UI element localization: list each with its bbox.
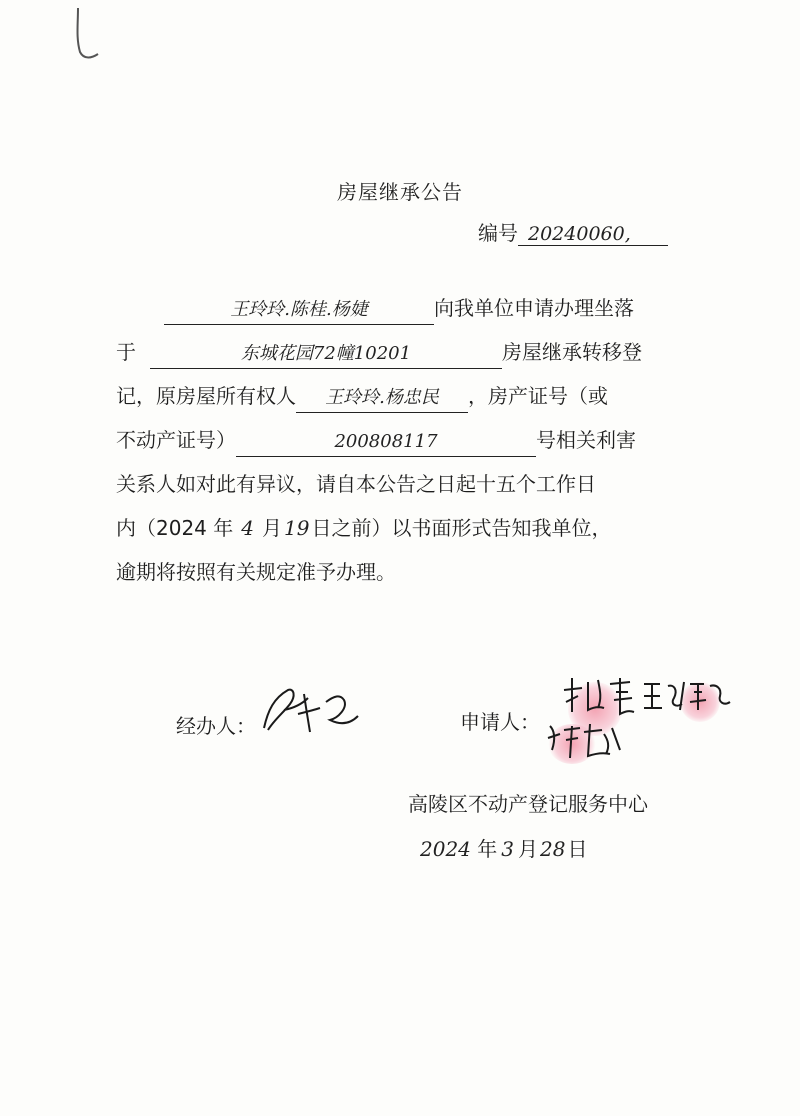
deadline-month-label: 月 — [262, 516, 282, 540]
body-text-3: 记，原房屋所有权人 — [116, 384, 296, 408]
body-text-5: 不动产证号） — [116, 428, 236, 452]
date-month-label: 月 — [518, 837, 538, 861]
date-month: 3 — [501, 837, 514, 861]
deadline-suffix: 日之前）以书面形式告知我单位， — [311, 516, 612, 540]
body-line-3 — [116, 374, 696, 418]
body-line-6 — [116, 506, 696, 550]
applicants-field — [164, 294, 434, 325]
handler-signature — [254, 680, 366, 740]
organization-name: 高陵区不动产登记服务中心 — [408, 792, 648, 816]
applicants-value: 王玲玲.陈桂.杨婕 — [230, 299, 368, 320]
location-value: 东城花园72幢10201 — [240, 343, 412, 364]
date-day: 28 — [540, 837, 566, 861]
deadline-prefix: 内（2024 年 — [116, 516, 234, 540]
handler-label: 经办人： — [176, 714, 256, 738]
signature-row — [0, 672, 800, 772]
owners-value: 王玲玲.杨忠民 — [325, 387, 439, 408]
deadline-day: 19 — [284, 516, 310, 540]
applicant-signature-wang — [640, 676, 732, 716]
body-line-7: 逾期将按照有关规定准予办理。 — [116, 560, 396, 584]
owners-field — [296, 382, 468, 413]
binding-mark — [72, 4, 112, 64]
date-year: 2024 — [420, 837, 471, 861]
date-year-label: 年 — [477, 837, 498, 861]
number-label: 编号 — [478, 221, 518, 245]
body-text-6: 号相关利害 — [536, 428, 636, 452]
applicant-label: 申请人： — [460, 710, 540, 734]
certificate-value: 200808117 — [334, 431, 438, 452]
body-text-4: ，房产证号（或 — [468, 384, 608, 408]
body-line-1 — [116, 286, 696, 330]
body-line-4 — [116, 418, 696, 462]
body-text-yu: 于 — [116, 340, 136, 364]
notice-body — [116, 286, 696, 594]
number-value: 20240060, — [518, 223, 668, 246]
location-field — [150, 338, 502, 369]
page-title: 房屋继承公告 — [337, 180, 463, 204]
body-line-5: 关系人如对此有异议，请自本公告之日起十五个工作日 — [116, 472, 596, 496]
deadline-month: 4 — [241, 516, 254, 540]
notice-date — [420, 833, 587, 862]
applicant-signature-yang — [558, 672, 638, 722]
body-line-2 — [116, 330, 696, 374]
applicant-signature-chen — [544, 720, 624, 764]
notice-number — [478, 217, 668, 246]
date-day-label: 日 — [567, 837, 588, 861]
body-text-2: 房屋继承转移登 — [502, 340, 642, 364]
certificate-field — [236, 426, 536, 457]
body-text-1: 向我单位申请办理坐落 — [434, 296, 634, 320]
